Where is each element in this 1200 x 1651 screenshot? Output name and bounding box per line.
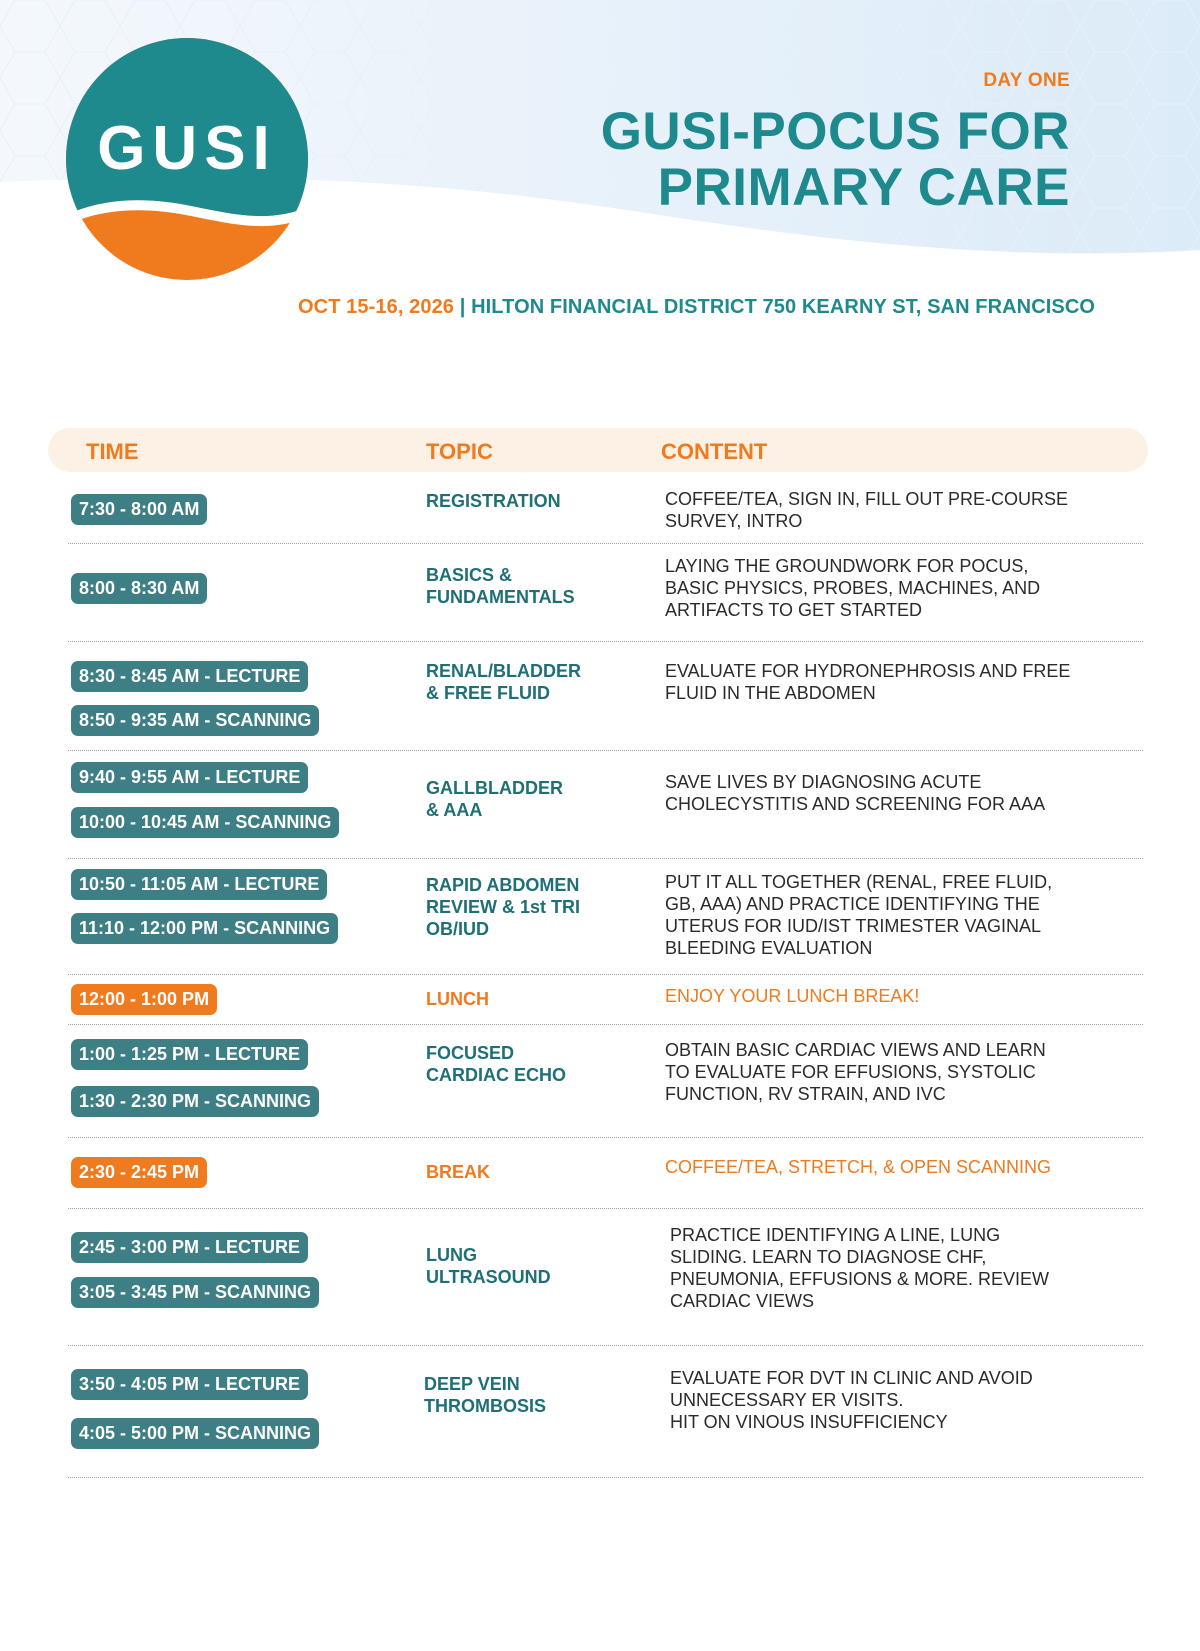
title-line-2: PRIMARY CARE [657,158,1070,217]
time-slot: 9:40 - 9:55 AM - LECTURE [71,762,308,793]
time-slot: 2:30 - 2:45 PM [71,1157,207,1188]
schedule-row [68,1209,1143,1346]
day-label: DAY ONE [983,70,1070,91]
logo-wordmark: GUSI [97,114,277,183]
page-title [450,104,1070,216]
content: EVALUATE FOR DVT IN CLINIC AND AVOID UNNECESSARY ER VISITS. HIT ON VINOUS INSUFFICIENCY [670,1368,1033,1432]
schedule-row [68,544,1143,642]
gusi-logo [66,38,308,280]
time-slot: 1:30 - 2:30 PM - SCANNING [71,1086,319,1117]
topic: BREAK [426,1162,491,1182]
column-header-content: CONTENT [661,439,768,464]
time-slot: 8:00 - 8:30 AM [71,573,207,604]
schedule-row [68,859,1143,975]
row-divider [68,1477,1143,1478]
topic: RAPID ABDOMEN REVIEW & 1st TRI OB/IUD [426,875,581,939]
event-date: OCT 15-16, 2026 [298,296,455,318]
time-slot: 12:00 - 1:00 PM [71,984,217,1015]
event-venue: HILTON FINANCIAL DISTRICT 750 KEARNY ST, SAN FRANCISCO [471,296,1096,318]
event-details [298,296,1095,319]
content: PRACTICE IDENTIFYING A LINE, LUNG SLIDING. LEARN TO DIAGNOSE CHF, PNEUMONIA, EFFUSIONS & MORE. REVIEW CARDIAC VIEWS [670,1225,1050,1311]
time-slot: 2:45 - 3:00 PM - LECTURE [71,1232,308,1263]
time-slot: 10:00 - 10:45 AM - SCANNING [71,807,339,838]
time-slot: 7:30 - 8:00 AM [71,494,207,525]
time-slot: 3:50 - 4:05 PM - LECTURE [71,1369,308,1400]
title-line-1: GUSI-POCUS FOR [600,102,1070,161]
content: COFFEE/TEA, SIGN IN, FILL OUT PRE-COURSE SURVEY, INTRO [665,489,1069,531]
content: PUT IT ALL TOGETHER (RENAL, FREE FLUID, GB, AAA) AND PRACTICE IDENTIFYING THE UTERUS FOR IUD/IST TRIMESTER VAGINAL BLEEDING EVALUATION [665,872,1053,958]
topic: DEEP VEIN THROMBOSIS [424,1374,547,1416]
time-slot: 4:05 - 5:00 PM - SCANNING [71,1418,319,1449]
content: EVALUATE FOR HYDRONEPHROSIS AND FREE FLUID IN THE ABDOMEN [665,661,1071,703]
topic: GALLBLADDER & AAA [426,778,563,820]
topic: LUNG ULTRASOUND [426,1245,551,1287]
content: LAYING THE GROUNDWORK FOR POCUS, BASIC PHYSICS, PROBES, MACHINES, AND ARTIFACTS TO GET STARTED [665,556,1041,620]
schedule-row [68,478,1143,544]
time-slot: 1:00 - 1:25 PM - LECTURE [71,1039,308,1070]
topic: RENAL/BLADDER & FREE FLUID [426,661,581,703]
schedule-row [68,1346,1143,1478]
schedule-row [68,751,1143,859]
schedule-row [68,642,1143,751]
column-header-topic: TOPIC [426,439,493,464]
time-slot: 3:05 - 3:45 PM - SCANNING [71,1277,319,1308]
time-slot: 8:30 - 8:45 AM - LECTURE [71,661,308,692]
topic: BASICS & FUNDAMENTALS [426,565,575,607]
schedule-row [68,1138,1143,1209]
topic: FOCUSED CARDIAC ECHO [426,1043,567,1085]
topic: REGISTRATION [426,491,561,511]
content: SAVE LIVES BY DIAGNOSING ACUTE CHOLECYSTITIS AND SCREENING FOR AAA [665,772,1046,814]
column-header-time: TIME [86,439,139,464]
time-slot: 10:50 - 11:05 AM - LECTURE [71,869,327,900]
content: COFFEE/TEA, STRETCH, & OPEN SCANNING [665,1157,1052,1177]
content: OBTAIN BASIC CARDIAC VIEWS AND LEARN TO EVALUATE FOR EFFUSIONS, SYSTOLIC FUNCTION, RV STRAIN, AND IVC [665,1040,1046,1104]
separator: | [459,296,466,318]
time-slot: 8:50 - 9:35 AM - SCANNING [71,705,319,736]
time-slot: 11:10 - 12:00 PM - SCANNING [71,913,338,944]
schedule-row [68,1025,1143,1138]
table-header [48,428,1148,472]
topic: LUNCH [426,989,489,1009]
content: ENJOY YOUR LUNCH BREAK! [665,986,920,1006]
schedule-row [68,975,1143,1025]
